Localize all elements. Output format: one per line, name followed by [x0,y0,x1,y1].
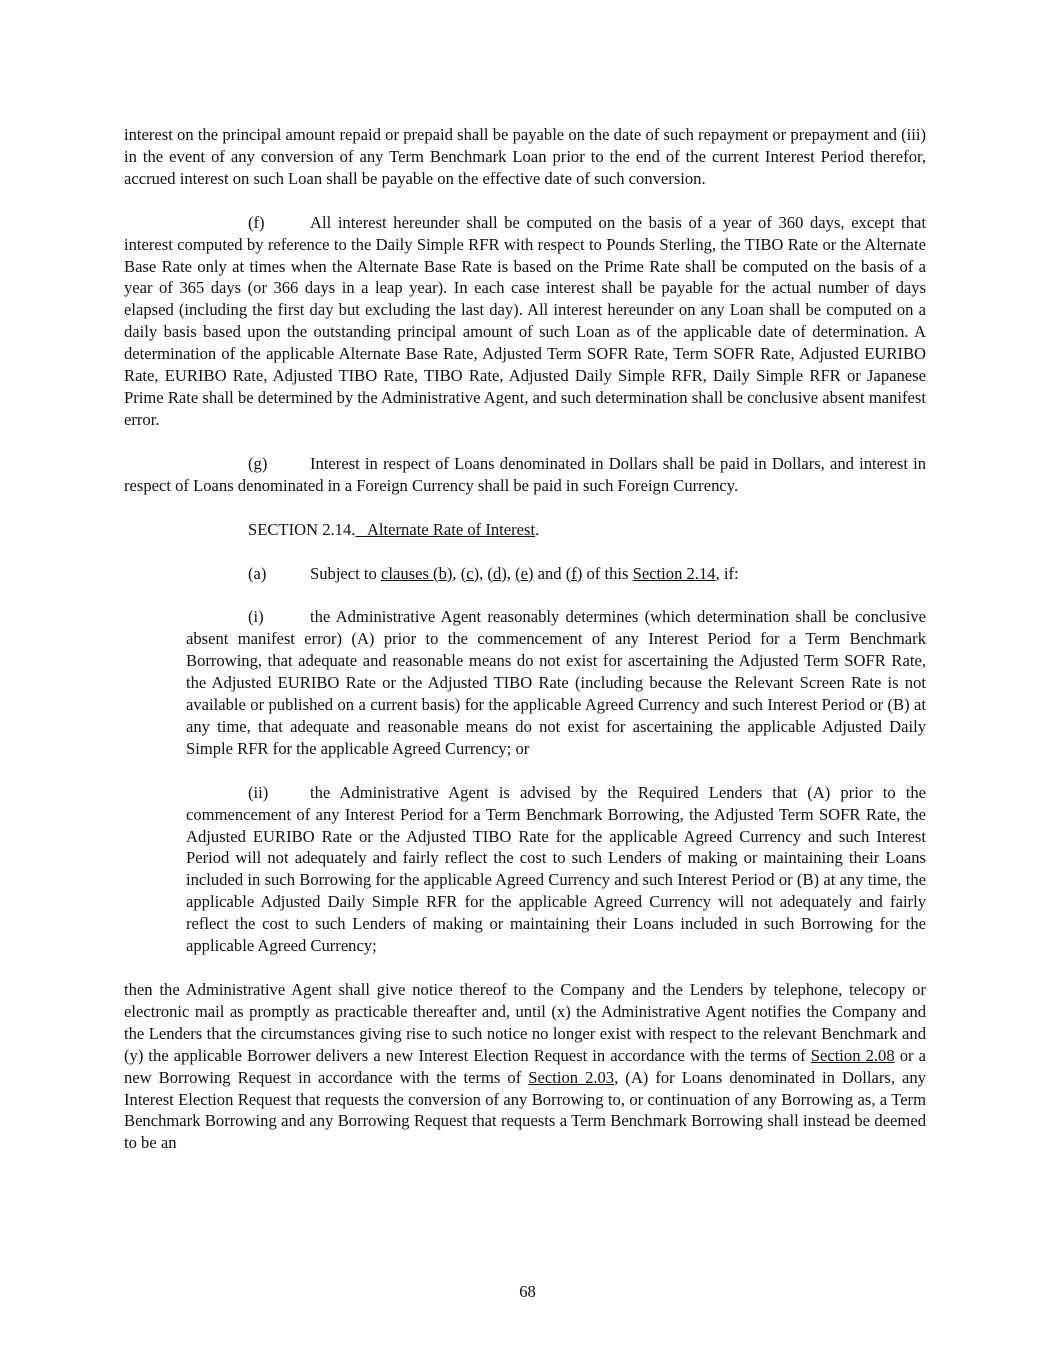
separator: , [452,563,461,583]
paragraph-gap [124,497,926,519]
clause-label-i: (i) [248,607,264,627]
paragraph-continuation: interest on the principal amount repaid or prepaid shall be payable on the date of such repayment or prepayment and (iii) in the event of any conversion of any Term Benchmark Loan prior to the end of the current Interest Period therefor, accrued interest on such Loan shall be payable on the effective date of such conversion. [124,125,926,188]
clause-ref-c: (c) [460,563,480,583]
paragraph-gap [124,541,926,563]
section-ref-2-14: Section 2.14 [632,563,716,583]
clause-a [124,563,926,585]
closing-paragraph [124,979,926,1154]
clause-i [186,606,926,759]
section-heading [124,519,926,541]
clause-ref-f: (f) [565,563,583,583]
closing-text-2: or a new Borrowing Request in accordance with the terms of [124,1045,926,1087]
section-period: . [535,519,540,539]
clause-i-text: the Administrative Agent reasonably determines (which determination shall be conclusive absent manifest error) (A) prior to the commencement of any Interest Period for a Term Benchmark Borrowing, that adequate and reasonable means do not exist for ascertaining the Adjusted Term SOFR Rate, the Adjusted EURIBO Rate or the Adjusted TIBO Rate (including because the Relevant Screen Rate is not available or published on a current basis) for the applicable Agreed Currency and such Interest Period or (B) at any time, that adequate and reasonable means do not exist for ascertaining the applicable Adjusted Daily Simple RFR for the applicable Agreed Currency; or [186,607,926,758]
separator: , [506,563,516,583]
closing-text-3: , (A) for Loans denominated in Dollars, any Interest Election Request that requests the conversion of any Borrowing to, or continuation of any Borrowing as, a Term Benchmark Borrowing and any Borrowing Request that requests a Term Benchmark Borrowing shall instead be deemed to be an [124,1067,926,1153]
section-spacer [355,520,367,539]
clause-label-f: (f) [248,212,265,232]
paragraph-f [124,212,926,431]
clause-ref-d: (d) [487,563,507,583]
section-ref-2-03: Section 2.03 [528,1067,615,1087]
section-ref-2-08: Section 2.08 [810,1045,895,1065]
clause-label-g: (g) [248,453,268,473]
separator: and [533,563,566,583]
clause-label-a: (a) [248,563,267,583]
paragraph-gap [124,431,926,453]
separator: of this [582,563,633,583]
page-number: 68 [519,1282,536,1301]
separator: , [479,563,488,583]
paragraph-f-text: All interest hereunder shall be computed on the basis of a year of 360 days, except that interest computed by reference to the Daily Simple RFR with respect to Pounds Sterling, the TIBO Rate or the Alternate Base Rate only at times when the Alternate Base Rate is based on the Prime Rate shall be computed on the basis of a year of 365 days (or 366 days in a leap year). In each case interest shall be payable for the actual number of days elapsed (including the first day but excluding the last day). All interest hereunder on any Loan shall be computed on a daily basis based upon the outstanding principal amount of such Loan as of the applicable date of determination. A determination of the applicable Alternate Base Rate, Adjusted Term SOFR Rate, Term SOFR Rate, Adjusted EURIBO Rate, EURIBO Rate, Adjusted TIBO Rate, TIBO Rate, Adjusted Daily Simple RFR, Daily Simple RFR or Japanese Prime Rate shall be determined by the Administrative Agent, and such determination shall be conclusive absent manifest error. [124,212,926,429]
section-number: SECTION 2.14. [248,519,356,539]
clause-a-text-before: Subject to [310,563,381,583]
paragraph-gap [124,957,926,979]
paragraph-gap [124,584,926,606]
clause-ref-b: clauses (b) [380,563,453,583]
document-page [124,124,926,1154]
clause-label-ii: (ii) [248,782,269,802]
paragraph-gap [124,190,926,212]
closing-text-1: then the Administrative Agent shall give notice thereof to the Company and the Lenders by telephone, telecopy or electronic mail as promptly as practicable thereafter and, until (x) the Administrative Agent notifies the Company and the Lenders that the circumstances giving rise to such notice no longer exist with respect to the relevant Benchmark and (y) the applicable Borrower delivers a new Interest Election Request in accordance with the terms of [124,980,926,1065]
section-title: Alternate Rate of Interest [366,519,536,539]
paragraph-gap [124,760,926,782]
clause-ref-e: (e) [515,563,534,583]
clause-ii-text: the Administrative Agent is advised by the Required Lenders that (A) prior to the commencement of any Interest Period for a Term Benchmark Borrowing, the Adjusted Term SOFR Rate, the Adjusted EURIBO Rate or the Adjusted TIBO Rate for the applicable Agreed Currency and such Interest Period will not adequately and fairly reflect the cost to such Lenders of making or maintaining their Loans included in such Borrowing for the applicable Agreed Currency and such Interest Period or (B) at any time, the applicable Adjusted Daily Simple RFR for the applicable Agreed Currency will not adequately and fairly reflect the cost to such Lenders of making or maintaining their Loans included in such Borrowing for the applicable Agreed Currency; [186,782,926,956]
paragraph-g [124,453,926,497]
paragraph-g-text: Interest in respect of Loans denominated in Dollars shall be paid in Dollars, and interest in respect of Loans denominated in a Foreign Currency shall be paid in such Foreign Currency. [124,453,926,495]
clause-a-text-after: , if: [715,563,739,583]
clause-ii [186,782,926,957]
